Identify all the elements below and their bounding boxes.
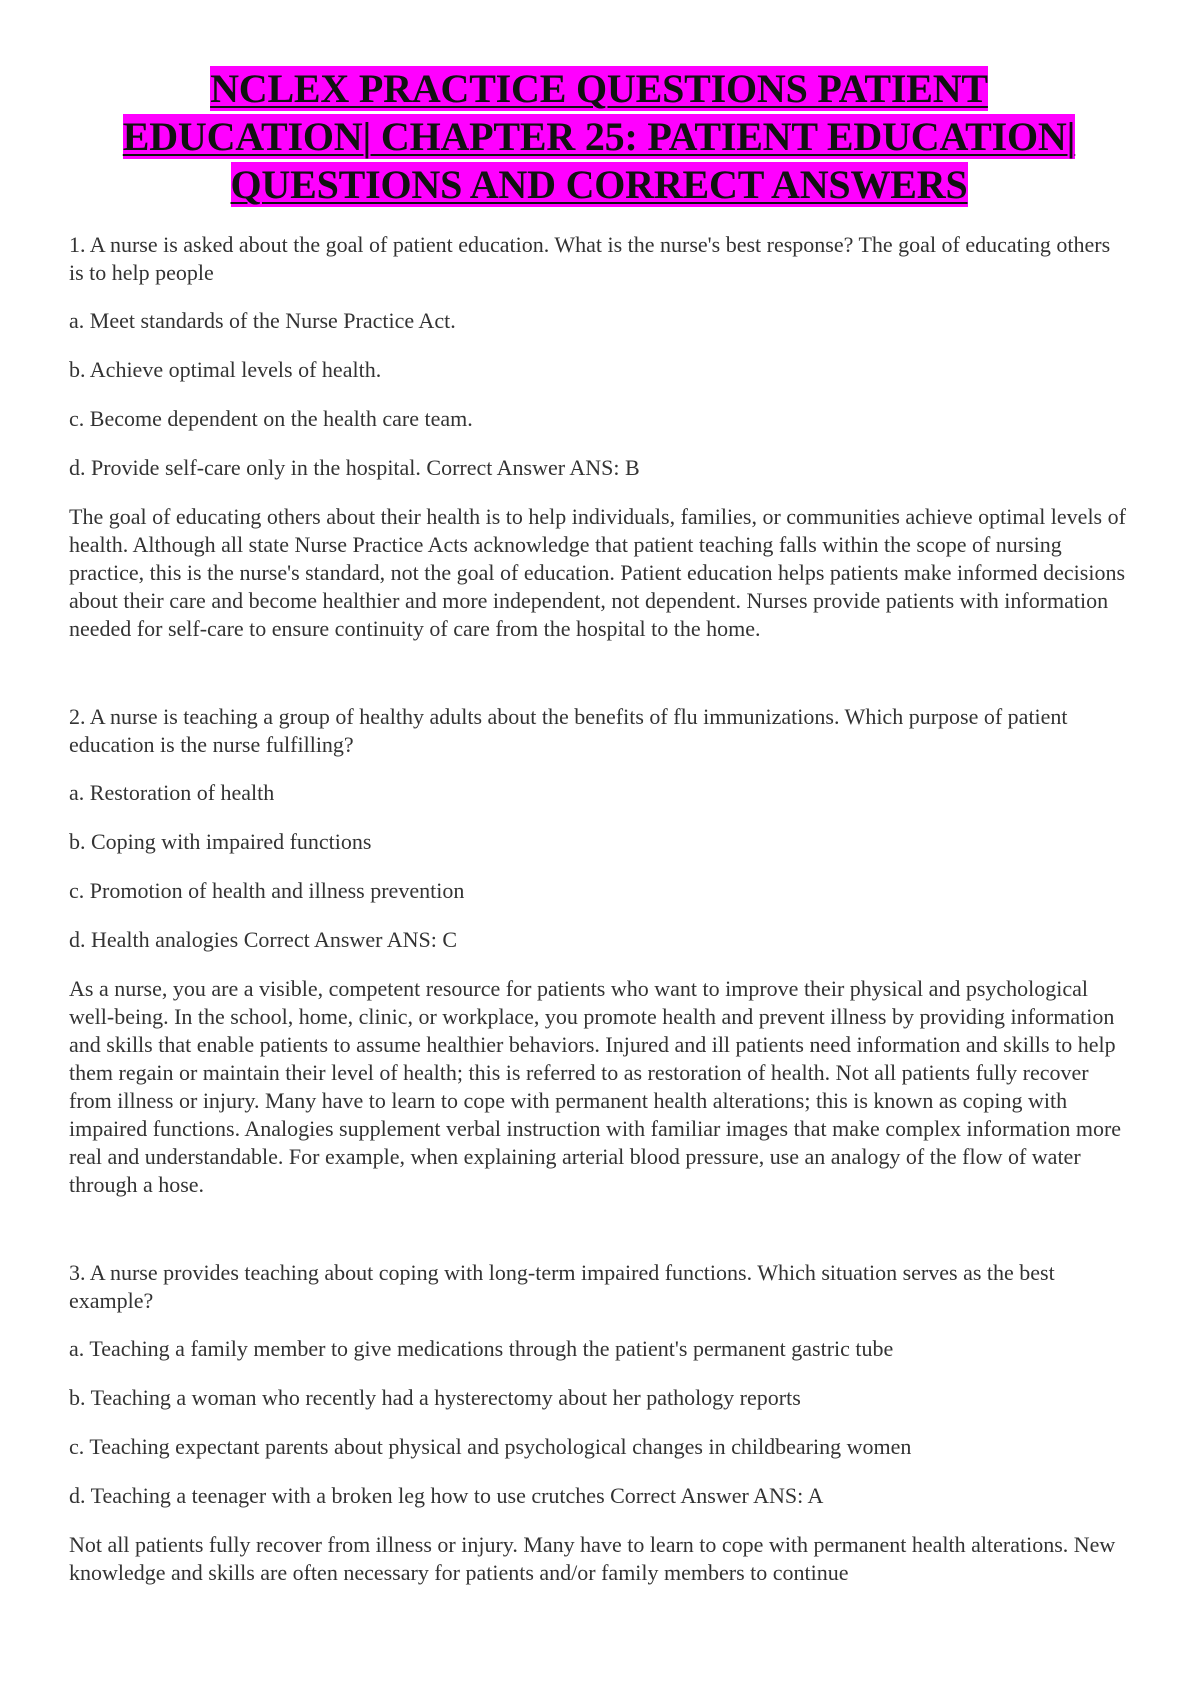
answer-option-c: c. Become dependent on the health care team. bbox=[69, 406, 473, 431]
title-line-1: NCLEX PRACTICE QUESTIONS PATIENT bbox=[210, 66, 988, 111]
answer-option-c: c. Promotion of health and illness prevention bbox=[69, 878, 465, 903]
section-spacer bbox=[69, 663, 1129, 703]
question-2 bbox=[69, 703, 1129, 1199]
answer-option-d: d. Health analogies Correct Answer ANS: C bbox=[69, 927, 457, 952]
section-spacer bbox=[69, 1219, 1129, 1259]
answer-option-a: a. Meet standards of the Nurse Practice Act. bbox=[69, 308, 456, 333]
title-line-3: QUESTIONS AND CORRECT ANSWERS bbox=[230, 162, 968, 207]
question-rationale: The goal of educating others about their health is to help individuals, families, or communities achieve optimal levels of health. Although all state Nurse Practice Acts acknowledge that patient teaching falls within the scope of nursing practice, this is the nurse's standard, not the goal of education. Patient education helps patients make informed decisions about their care and become healthier and more independent, not dependent. Nurses provide patients with information needed for self-care to ensure continuity of care from the hospital to the home. bbox=[69, 504, 1126, 641]
question-stem: 3. A nurse provides teaching about coping with long-term impaired functions. Which situation serves as the best example? bbox=[69, 1260, 1055, 1313]
answer-option-d: d. Teaching a teenager with a broken leg how to use crutches Correct Answer ANS: A bbox=[69, 1483, 824, 1508]
answer-option-c: c. Teaching expectant parents about physical and psychological changes in childbearing women bbox=[69, 1434, 912, 1459]
question-1 bbox=[69, 231, 1129, 643]
question-3 bbox=[69, 1259, 1129, 1587]
question-stem: 1. A nurse is asked about the goal of patient education. What is the nurse's best response? The goal of educating others is to help people bbox=[69, 232, 1111, 285]
answer-option-b: b. Achieve optimal levels of health. bbox=[69, 357, 382, 382]
title-line-2: EDUCATION| CHAPTER 25: PATIENT EDUCATION| bbox=[122, 114, 1076, 159]
answer-option-d: d. Provide self-care only in the hospital. Correct Answer ANS: B bbox=[69, 455, 640, 480]
answer-option-a: a. Restoration of health bbox=[69, 780, 275, 805]
question-rationale: As a nurse, you are a visible, competent resource for patients who want to improve their physical and psychological well-being. In the school, home, clinic, or workplace, you promote health and prevent illness by providing information and skills that enable patients to assume healthier behaviors. Injured and ill patients need information and skills to help them regain or maintain their level of health; this is referred to as restoration of health. Not all patients fully recover from illness or injury. Many have to learn to cope with permanent health alterations; this is known as coping with impaired functions. Analogies supplement verbal instruction with familiar images that make complex information more real and understandable. For example, when explaining arterial blood pressure, use an analogy of the flow of water through a hose. bbox=[69, 976, 1122, 1197]
answer-option-b: b. Teaching a woman who recently had a hysterectomy about her pathology reports bbox=[69, 1385, 801, 1410]
question-rationale: Not all patients fully recover from illness or injury. Many have to learn to cope with permanent health alterations. New knowledge and skills are often necessary for patients and/or family members to continue bbox=[69, 1532, 1116, 1585]
answer-option-a: a. Teaching a family member to give medications through the patient's permanent gastric tube bbox=[69, 1336, 894, 1361]
document-title bbox=[69, 65, 1129, 209]
answer-option-b: b. Coping with impaired functions bbox=[69, 829, 372, 854]
question-stem: 2. A nurse is teaching a group of healthy adults about the benefits of flu immunizations. Which purpose of patient education is the nurse fulfilling? bbox=[69, 704, 1068, 757]
